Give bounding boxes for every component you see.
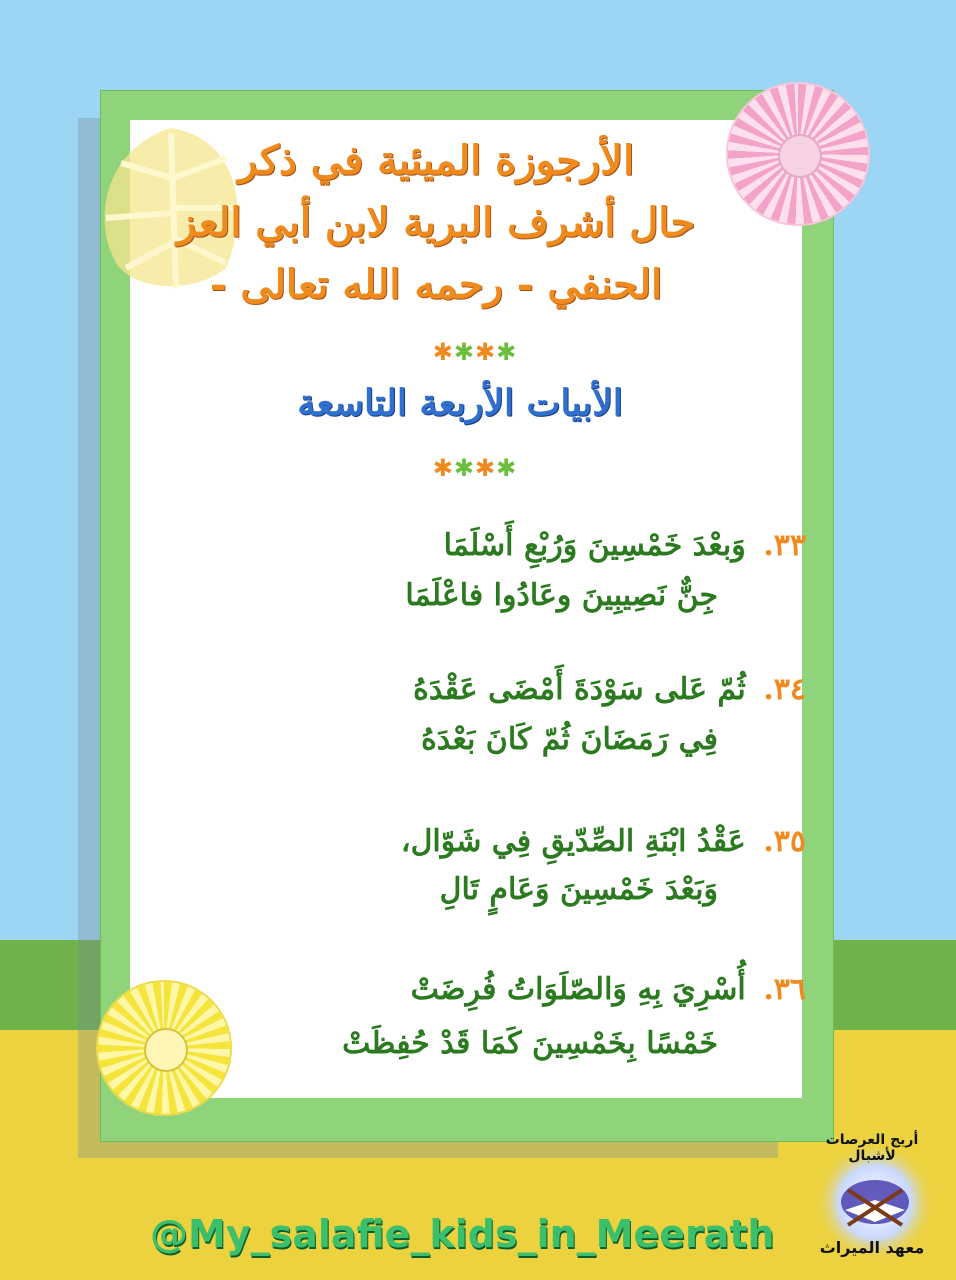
channel-handle: @My_salafie_kids_in_Meerath: [150, 1212, 775, 1256]
divider-stars-bottom: ✱✱✱✱: [432, 454, 518, 482]
verse-line-1: ثُمّ عَلى سَوْدَةَ أَمْضَى عَقْدَهُ: [413, 672, 746, 707]
verse-33-line-2: [405, 578, 718, 613]
verse-number: ٣٥.: [763, 824, 806, 859]
pink-flower-icon: [728, 84, 868, 224]
logo-top-text: أريج العرصات لأشبال: [825, 1132, 919, 1164]
verse-35: [401, 824, 806, 859]
title-line-1: الأرجوزة الميئية في ذكر: [237, 137, 635, 184]
verse-36-line-2: [342, 1026, 718, 1061]
verse-number: ٣٣.: [763, 528, 806, 563]
verse-line-1: أُسْرِيَ بِهِ وَالصّلَوَاتُ فُرِضَتْ: [410, 972, 746, 1007]
verse-33: [444, 528, 806, 563]
verse-34-line-2: [421, 722, 718, 757]
verse-34: [413, 672, 806, 707]
title-line-3: الحنفي - رحمه الله تعالى -: [209, 261, 663, 308]
section-subtitle: الأبيات الأربعة التاسعة: [297, 382, 623, 424]
poem-title: [130, 130, 742, 316]
verse-line-2: جِنٌّ نَصِيبِينَ وعَادُوا فاعْلَمَا: [405, 578, 718, 613]
verse-line-1: عَقْدُ ابْنَةِ الصِّدّيقِ فِي شَوّال،: [400, 824, 746, 859]
title-line-2: حال أشرف البرية لابن أبي العز: [176, 199, 696, 246]
logo-bottom-text: معهد الميراث: [819, 1238, 925, 1257]
verse-36: [411, 972, 806, 1007]
verse-number: ٣٦.: [763, 972, 806, 1007]
verse-line-2: فِي رَمَضَانَ ثُمّ كَانَ بَعْدَهُ: [421, 722, 718, 757]
divider-stars-top: ✱✱✱✱: [432, 338, 518, 366]
verse-35-line-2: [440, 872, 718, 907]
verse-line-2: وَبَعْدَ خَمْسِينَ وَعَامٍ تَالِ: [439, 872, 718, 907]
verse-number: ٣٤.: [763, 672, 806, 707]
yellow-flower-icon: [98, 982, 230, 1114]
verse-line-2: خَمْسًا بِخَمْسِينَ كَمَا قَدْ حُفِظَتْ: [342, 1026, 718, 1061]
verse-line-1: وَبعْدَ خَمْسِينَ وَرُبْعِ أَسْلَمَا: [443, 528, 746, 563]
